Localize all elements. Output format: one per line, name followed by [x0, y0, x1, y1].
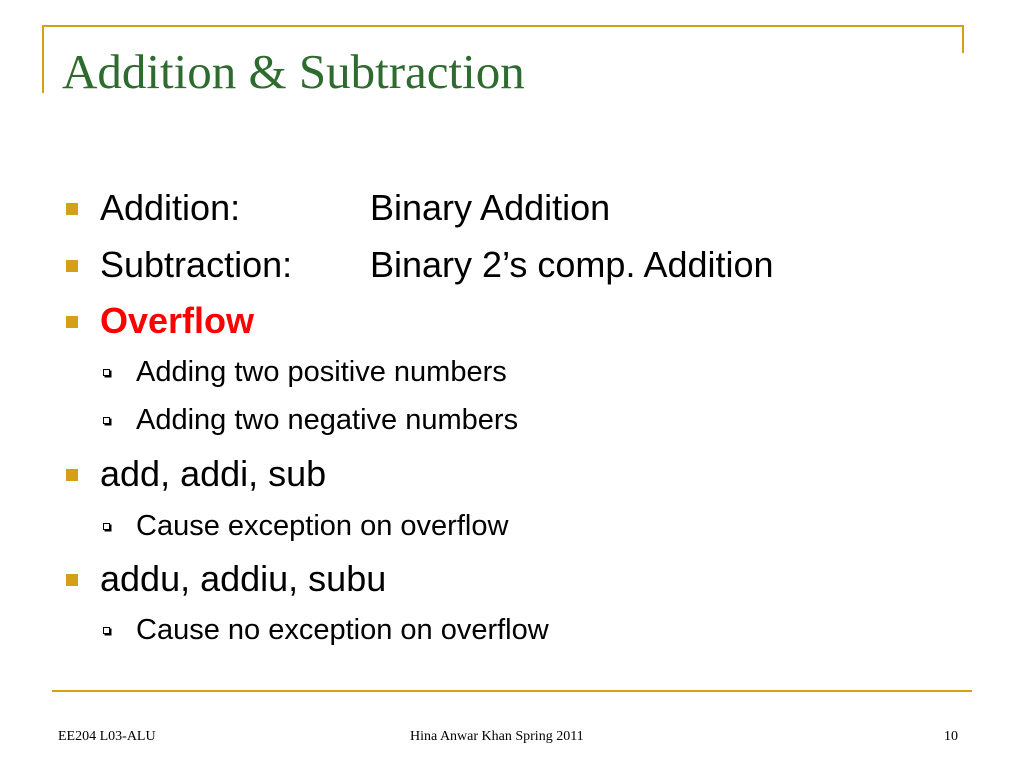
- bullet-detail: Binary 2’s comp. Addition: [370, 244, 774, 285]
- bullet-item: Subtraction:: [100, 244, 293, 285]
- bullet-item: add, addi, sub: [100, 453, 327, 494]
- slide-title: Addition & Subtraction: [62, 44, 525, 99]
- bullet-item: addu, addiu, subu: [100, 558, 387, 599]
- bullet-hollow-square-icon: [103, 369, 110, 376]
- bullet-item: Overflow: [100, 300, 255, 341]
- bullet-square-icon: [66, 203, 78, 215]
- bullet-square-icon: [66, 260, 78, 272]
- bullet-square-icon: [66, 574, 78, 586]
- bullet-hollow-square-icon: [103, 417, 110, 424]
- footer-course-code: EE204 L03-ALU: [58, 729, 156, 744]
- footer-author: Hina Anwar Khan Spring 2011: [410, 729, 584, 744]
- sub-bullet-item: Adding two positive numbers: [136, 356, 507, 388]
- footer-divider: [52, 690, 972, 692]
- bullet-hollow-square-icon: [103, 523, 110, 530]
- bullet-square-icon: [66, 469, 78, 481]
- footer-page-number: 10: [944, 729, 958, 744]
- sub-bullet-item: Cause exception on overflow: [136, 510, 509, 542]
- bullet-square-icon: [66, 316, 78, 328]
- bullet-item: Addition:: [100, 187, 241, 228]
- sub-bullet-item: Cause no exception on overflow: [136, 614, 549, 646]
- sub-bullet-item: Adding two negative numbers: [136, 404, 519, 436]
- bullet-detail: Binary Addition: [370, 187, 611, 228]
- bullet-hollow-square-icon: [103, 627, 110, 634]
